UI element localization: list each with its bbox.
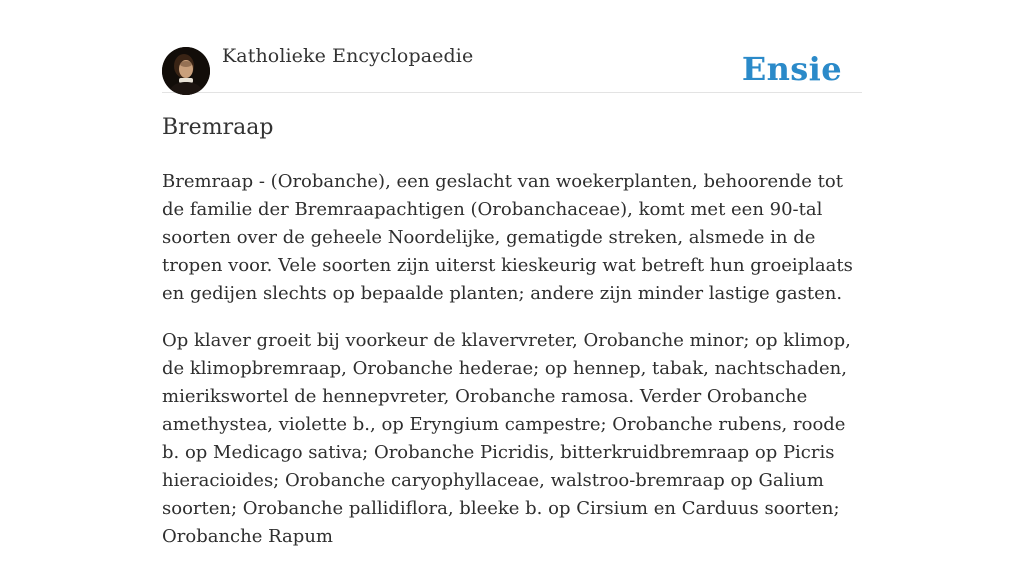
page-title: Bremraap <box>162 115 274 140</box>
source-title[interactable]: Katholieke Encyclopaedie <box>222 45 474 67</box>
brand-logo[interactable]: Ensie <box>741 50 842 88</box>
portrait-icon <box>162 47 210 95</box>
article-paragraph-1: Bremraap - (Orobanche), een geslacht van woekerplanten, behoorende tot de familie der Bremraapachtigen (Orobanchaceae), komt met een 90-tal soorten over de geheele Noordelijke, gematigde streken, alsmede in de tropen voor. Vele soorten zijn uiterst kieskeurig wat betreft hun groeiplaats en gedijen slechts op bepaalde planten; andere zijn minder lastige gasten. <box>162 171 853 304</box>
site-header <box>162 0 862 93</box>
avatar[interactable] <box>162 47 210 95</box>
page <box>162 0 862 547</box>
article-body <box>162 168 862 570</box>
article-paragraph-2: Op klaver groeit bij voorkeur de klavervreter, Orobanche minor; op klimop, de klimopbremraap, Orobanche hederae; op hennep, tabak, nachtschaden, mierikswortel de hennepvreter, Orobanche ramosa. Verder Orobanche amethystea, violette b., op Eryngium campestre; Orobanche rubens, roode b. op Medicago sativa; Orobanche Picridis, bitterkruidbremraap op Picris hieracioides; Orobanche caryophyllaceae, walstroo-bremraap op Galium soorten; Orobanche pallidiflora, bleeke b. op Cirsium en Carduus soorten; Orobanche Rapum <box>162 330 851 547</box>
